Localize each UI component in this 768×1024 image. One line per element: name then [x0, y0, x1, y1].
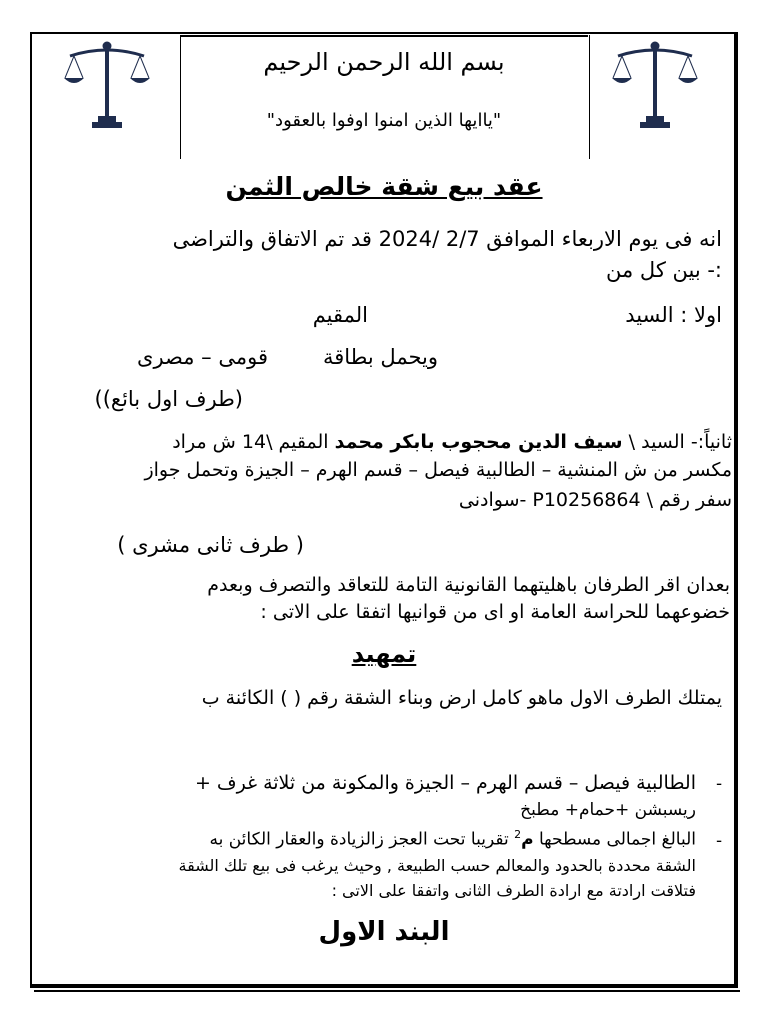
- first-party-id-label: ويحمل بطاقة: [322, 345, 438, 369]
- scales-of-justice-icon: [610, 38, 700, 138]
- bullet-line: فتلاقت ارادتة مع ارادة الطرف الثانى واتفقا على الاتى :: [331, 881, 696, 900]
- page-border-left: [30, 32, 32, 988]
- area-text: تقريبا تحت العجز زالزيادة والعقار الكائن به: [209, 829, 515, 850]
- second-party-prefix: ثانياً:- السيد \: [622, 431, 732, 453]
- contract-title: عقد بيع شقة خالص الثمن: [225, 172, 543, 201]
- intro-line: :- بين كل من: [606, 258, 722, 282]
- bullet-line: الطالبية فيصل – قسم الهرم – الجيزة والمكونة من ثلاثة غرف +: [194, 772, 696, 794]
- second-party-passport: سفر رقم \ P10256864 -سوادنى: [458, 489, 732, 511]
- quran-verse: "ياايها الذين امنوا اوفوا بالعقود": [266, 110, 502, 131]
- bullet-line: ريسبشن +حمام+ مطبخ: [520, 800, 696, 820]
- area-label: البالغ اجمالى مسطحها: [533, 829, 696, 850]
- second-party-line: [172, 431, 732, 453]
- first-party-residence-label: المقيم: [312, 303, 368, 327]
- capacity-line: خضوعهما للحراسة العامة او اى من قوانيها اتفقا على الاتى :: [260, 601, 730, 623]
- preamble-line: يمتلك الطرف الاول ماهو كامل ارض وبناء الشقة رقم ( ) الكائنة ب: [201, 687, 722, 709]
- page-border-bottom: [30, 984, 738, 988]
- capacity-line: بعدان اقر الطرفان باهليتهما القانونية التامة للتعاقد والتصرف وبعدم: [207, 574, 730, 596]
- area-unit-sup: 2: [514, 828, 522, 841]
- page-border-top: [32, 32, 738, 34]
- preamble-heading: تمهيد: [351, 640, 417, 668]
- bullet-line: الشقة محددة بالحدود والمعالم حسب الطبيعة , وحيث يرغب فى بيع تلك الشقة: [178, 856, 696, 875]
- first-party-role: (طرف اول بائع)): [94, 387, 243, 411]
- second-party-residence: المقيم \14 ش مراد: [172, 431, 335, 453]
- first-party-label: اولا : السيد: [625, 303, 722, 327]
- intro-line: انه فى يوم الاربعاء الموافق 2/7 /2024 قد تم الاتفاق والتراضى: [172, 227, 722, 251]
- page-border-right: [734, 32, 738, 988]
- second-party-name: سيف الدين محجوب بابكر محمد: [334, 431, 623, 453]
- clause-heading: البند الاول: [318, 917, 450, 947]
- second-party-address: مكسر من ش المنشية – الطالبية فيصل – قسم الهرم – الجيزة وتحمل جواز: [144, 459, 732, 481]
- area-unit: م: [521, 829, 534, 850]
- bullet-marker: -: [716, 831, 723, 851]
- scales-of-justice-icon: [62, 38, 152, 138]
- bullet-marker: -: [716, 774, 723, 794]
- basmala: بسم الله الرحمن الرحيم: [263, 48, 505, 76]
- first-party-nationality: قومى – مصرى: [137, 345, 268, 369]
- page-border-bottom-shadow: [34, 990, 740, 992]
- second-party-role: ( طرف ثانى مشرى ): [117, 533, 304, 557]
- bullet-line: [209, 828, 696, 850]
